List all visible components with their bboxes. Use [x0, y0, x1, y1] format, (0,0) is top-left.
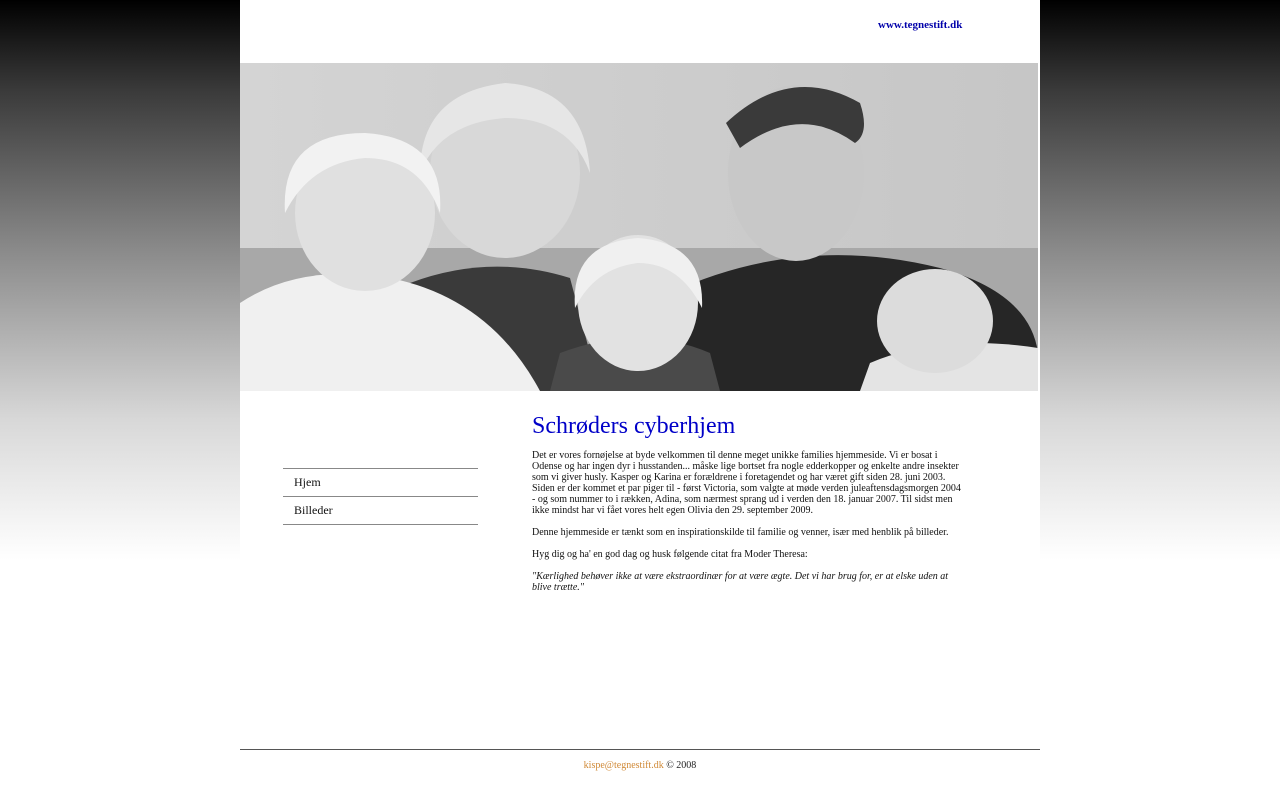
- quote-text: "Kærlighed behøver ikke at være ekstraordinær for at være ægte. Det vi har brug for, er at elske uden at blive trætte.": [532, 571, 949, 593]
- site-url-link[interactable]: www.tegnestift.dk: [878, 19, 963, 31]
- main-content: [532, 410, 966, 604]
- side-navigation: [283, 468, 478, 525]
- nav-item-hjem[interactable]: Hjem: [283, 469, 478, 497]
- footer-divider: [240, 749, 1040, 750]
- footer-email-link[interactable]: kispe@tegnestift.dk: [583, 760, 664, 771]
- page-container: [240, 0, 1040, 800]
- purpose-paragraph: Denne hjemmeside er tænkt som en inspirationskilde til familie og venner, især med henblik på billeder.: [532, 527, 949, 538]
- footer-copyright: © 2008: [666, 760, 697, 771]
- footer: [240, 760, 1040, 771]
- quote-intro-paragraph: Hyg dig og ha' en god dag og husk følgende citat fra Moder Theresa:: [532, 549, 808, 560]
- page-title: Schrøders cyberhjem: [532, 413, 736, 439]
- intro-paragraph: Det er vores fornøjelse at byde velkommen til denne meget unikke families hjemmeside. Vi er bosat i Odense og har ingen dyr i husstanden... måske lige bortset fra nogle edderkopper og enkelte andre insekter som vi giver husly. Kasper og Karina er forældrene i foretagendet og har været gift siden 28. juni 2003. Siden er der kommet et par piger til - først Victoria, som valgte at møde verden juleaftensdagsmorgen 2004 - og som nummer to i rækken, Adina, som nærmest sprang ud i verden den 18. januar 2007. Til sidst men ikke mindst har vi fået vores helt egen Olivia den 29. september 2009.: [532, 450, 961, 516]
- nav-item-billeder[interactable]: Billeder: [283, 497, 478, 525]
- hero-image-family-photo: [240, 63, 1038, 391]
